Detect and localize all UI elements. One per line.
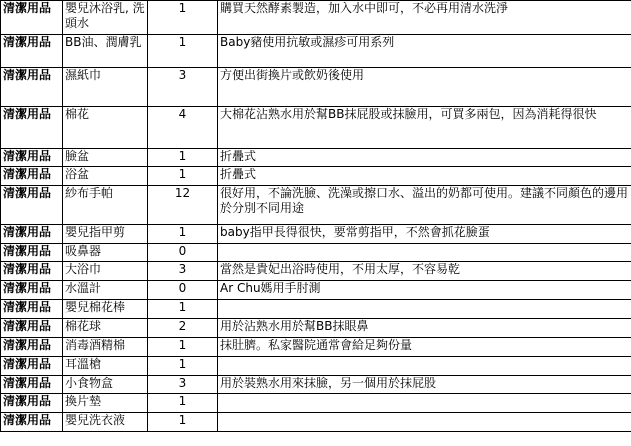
item-cell: 棉花球 [63,319,148,338]
category-cell: 清潔用品 [1,319,63,338]
quantity-cell: 1 [148,338,218,357]
table-row [1,262,631,281]
category-cell: 清潔用品 [1,225,63,244]
category-cell: 清潔用品 [1,244,63,262]
category-cell: 清潔用品 [1,186,63,225]
quantity-cell: 1 [148,357,218,376]
category-cell: 清潔用品 [1,376,63,394]
note-cell [218,244,631,262]
note-cell: 折疊式 [218,149,631,167]
table-row [1,1,631,35]
category-cell: 清潔用品 [1,338,63,357]
category-cell: 清潔用品 [1,167,63,186]
item-cell: 水溫計 [63,281,148,300]
note-cell: 方便出街換片或飲奶後使用 [218,68,631,107]
item-cell: 臉盆 [63,149,148,167]
note-cell: baby指甲長得很快，要常剪指甲，不然會抓花臉蛋 [218,225,631,244]
table-row [1,413,631,432]
table-row [1,149,631,167]
note-cell: Ar Chu媽用手肘測 [218,281,631,300]
category-cell: 清潔用品 [1,35,63,68]
category-cell: 清潔用品 [1,394,63,413]
category-cell: 清潔用品 [1,1,63,35]
item-cell: 濕紙巾 [63,68,148,107]
note-cell: 用於沾熟水用於幫BB抹眼鼻 [218,319,631,338]
item-cell: 嬰兒指甲剪 [63,225,148,244]
table-row [1,186,631,225]
quantity-cell: 0 [148,244,218,262]
quantity-cell: 1 [148,225,218,244]
quantity-cell: 3 [148,68,218,107]
item-cell: 換片墊 [63,394,148,413]
table-row [1,35,631,68]
quantity-cell: 1 [148,413,218,432]
note-cell [218,394,631,413]
category-cell: 清潔用品 [1,68,63,107]
category-cell: 清潔用品 [1,300,63,319]
item-cell: 耳溫槍 [63,357,148,376]
item-cell: 大浴巾 [63,262,148,281]
table-row [1,357,631,376]
quantity-cell: 3 [148,262,218,281]
quantity-cell: 12 [148,186,218,225]
category-cell: 清潔用品 [1,149,63,167]
item-cell: 小食物盒 [63,376,148,394]
table-row [1,107,631,149]
note-cell: 用於裝熟水用來抹臉，另一個用於抹屁股 [218,376,631,394]
item-cell: 消毒酒精棉 [63,338,148,357]
item-cell: 嬰兒沐浴乳, 洗頭水 [63,1,148,35]
item-cell: 嬰兒洗衣液 [63,413,148,432]
item-cell: BB油、潤膚乳 [63,35,148,68]
table-row [1,281,631,300]
quantity-cell: 2 [148,319,218,338]
quantity-cell: 1 [148,1,218,35]
supplies-table-body [1,1,631,432]
quantity-cell: 3 [148,376,218,394]
table-row [1,225,631,244]
table-row [1,319,631,338]
note-cell: 折疊式 [218,167,631,186]
quantity-cell: 0 [148,281,218,300]
quantity-cell: 1 [148,167,218,186]
item-cell: 紗布手帕 [63,186,148,225]
item-cell: 棉花 [63,107,148,149]
note-cell: 購買天然酵素製造，加入水中即可，不必再用清水洗淨 [218,1,631,35]
table-row [1,394,631,413]
quantity-cell: 1 [148,149,218,167]
category-cell: 清潔用品 [1,107,63,149]
table-row [1,376,631,394]
quantity-cell: 1 [148,394,218,413]
table-row [1,338,631,357]
note-cell: 當然是貴妃出浴時使用，不用太厚，不容易乾 [218,262,631,281]
note-cell: Baby豬使用抗敏或濕疹可用系列 [218,35,631,68]
quantity-cell: 1 [148,300,218,319]
category-cell: 清潔用品 [1,357,63,376]
table-row [1,68,631,107]
quantity-cell: 4 [148,107,218,149]
category-cell: 清潔用品 [1,281,63,300]
note-cell: 抹肚臍。私家醫院通常會給足夠份量 [218,338,631,357]
note-cell [218,357,631,376]
table-row [1,244,631,262]
table-row [1,300,631,319]
note-cell: 很好用，不論洗臉、洗澡或擦口水、溢出的奶都可使用。建議不同顏色的邊用於分別不同用途 [218,186,631,225]
note-cell [218,300,631,319]
category-cell: 清潔用品 [1,413,63,432]
item-cell: 嬰兒棉花棒 [63,300,148,319]
quantity-cell: 1 [148,35,218,68]
category-cell: 清潔用品 [1,262,63,281]
item-cell: 浴盆 [63,167,148,186]
note-cell: 大棉花沾熟水用於幫BB抹屁股或抹臉用，可買多兩包，因為消耗得很快 [218,107,631,149]
note-cell [218,413,631,432]
item-cell: 吸鼻器 [63,244,148,262]
table-row [1,167,631,186]
